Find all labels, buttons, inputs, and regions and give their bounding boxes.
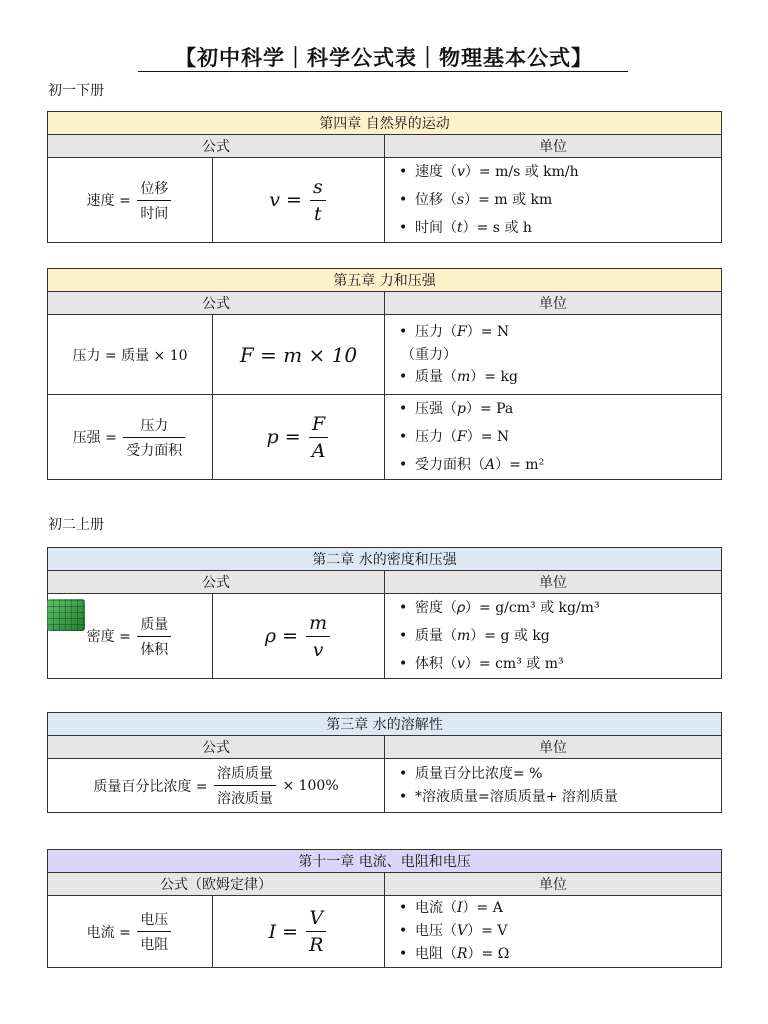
unit-item: • 速度（𝑣）= m/s 或 km/h <box>415 158 721 186</box>
formula-table-chapter11 <box>47 849 722 968</box>
unit-item-note: （重力） <box>401 346 457 363</box>
unit-header: 单位 <box>385 571 722 594</box>
unit-header: 单位 <box>385 736 722 759</box>
formula-table-chapter2 <box>47 547 722 679</box>
grade-label-2: 初二上册 <box>48 517 104 533</box>
fraction: $\frac{\text{压力}}{\text{受力面积}}$ <box>123 415 185 460</box>
symbol-formula: I = $\frac{V}{R}$ <box>213 896 385 968</box>
formula-header: 公式 <box>48 135 385 158</box>
unit-item: • 密度（𝜌）= g/cm³ 或 kg/m³ <box>415 594 721 622</box>
fraction: $\frac{\text{溶质质量}}{\text{溶液质量}}$ <box>214 763 276 808</box>
symbol-formula: ρ = $\frac{m}{v}$ <box>213 594 385 679</box>
formula-table-chapter4 <box>47 111 722 243</box>
chapter-title: 第五章 力和压强 <box>48 269 722 292</box>
title-underline <box>138 71 628 72</box>
symbol-formula: v = $\frac{s}{t}$ <box>213 158 385 243</box>
unit-header: 单位 <box>385 292 722 315</box>
unit-item: • 质量（𝑚）= g 或 kg <box>415 622 721 650</box>
formula-table-chapter3 <box>47 712 722 813</box>
word-formula: 密度 = $\frac{\text{质量}}{\text{体积}}$ <box>48 594 213 679</box>
unit-item: • 电阻（𝑅）= Ω <box>415 943 721 966</box>
word-formula: 质量百分比浓度 = $\frac{\text{溶质质量}}{\text{溶液质量}}$ × 100% <box>48 759 385 813</box>
unit-item: • 压力（𝐹）= N <box>415 321 721 344</box>
unit-list <box>385 594 722 679</box>
fraction: $\frac{\text{位移}}{\text{时间}}$ <box>137 178 171 223</box>
fraction: $\frac{m}{v}$ <box>306 612 330 661</box>
formula-header: 公式（欧姆定律） <box>48 873 385 896</box>
chapter-title: 第十一章 电流、电阻和电压 <box>48 850 722 873</box>
unit-item: • 压力（𝐹）= N <box>415 423 721 451</box>
unit-header: 单位 <box>385 135 722 158</box>
chapter-title: 第四章 自然界的运动 <box>48 112 722 135</box>
formula-table-chapter5 <box>47 268 722 480</box>
grade-label-1: 初一下册 <box>48 83 104 99</box>
unit-list <box>385 315 722 395</box>
word-formula: 速度 = $\frac{\text{位移}}{\text{时间}}$ <box>48 158 213 243</box>
symbol-formula: p = $\frac{F}{A}$ <box>213 395 385 480</box>
unit-list <box>385 759 722 813</box>
unit-item: • 电压（𝑉）= V <box>415 920 721 943</box>
fraction: $\frac{s}{t}$ <box>310 176 326 225</box>
unit-header: 单位 <box>385 873 722 896</box>
fraction: $\frac{\text{电压}}{\text{电阻}}$ <box>137 909 171 954</box>
chapter-title: 第三章 水的溶解性 <box>48 713 722 736</box>
unit-list <box>385 395 722 480</box>
unit-item: • 质量百分比浓度= % <box>415 763 721 786</box>
fraction: $\frac{F}{A}$ <box>309 413 329 462</box>
unit-item: • *溶液质量=溶质质量+ 溶剂质量 <box>415 786 721 809</box>
fraction: $\frac{V}{R}$ <box>306 907 326 956</box>
chapter-title: 第二章 水的密度和压强 <box>48 548 722 571</box>
unit-item: • 质量（𝑚）= kg <box>415 366 721 389</box>
unit-item: • 压强（𝑝）= Pa <box>415 395 721 423</box>
symbol-formula: F = m × 10 <box>213 315 385 395</box>
unit-item: • 位移（𝑠）= m 或 km <box>415 186 721 214</box>
unit-item: • 受力面积（𝐴）= m² <box>415 451 721 479</box>
unit-item: • 时间（𝑡）= s 或 h <box>415 214 721 242</box>
word-formula: 压强 = $\frac{\text{压力}}{\text{受力面积}}$ <box>48 395 213 480</box>
page-title: 【初中科学｜科学公式表｜物理基本公式】 <box>175 45 593 70</box>
formula-header: 公式 <box>48 292 385 315</box>
molecule-cube-image <box>47 599 85 631</box>
unit-list <box>385 896 722 968</box>
word-formula: 电流 = $\frac{\text{电压}}{\text{电阻}}$ <box>48 896 213 968</box>
formula-header: 公式 <box>48 571 385 594</box>
unit-item: • 体积（𝑣）= cm³ 或 m³ <box>415 650 721 678</box>
formula-header: 公式 <box>48 736 385 759</box>
fraction: $\frac{\text{质量}}{\text{体积}}$ <box>137 614 171 659</box>
unit-list <box>385 158 722 243</box>
word-formula: 压力 = 质量 × 10 <box>48 315 213 395</box>
unit-item: • 电流（𝐼）= A <box>415 897 721 920</box>
